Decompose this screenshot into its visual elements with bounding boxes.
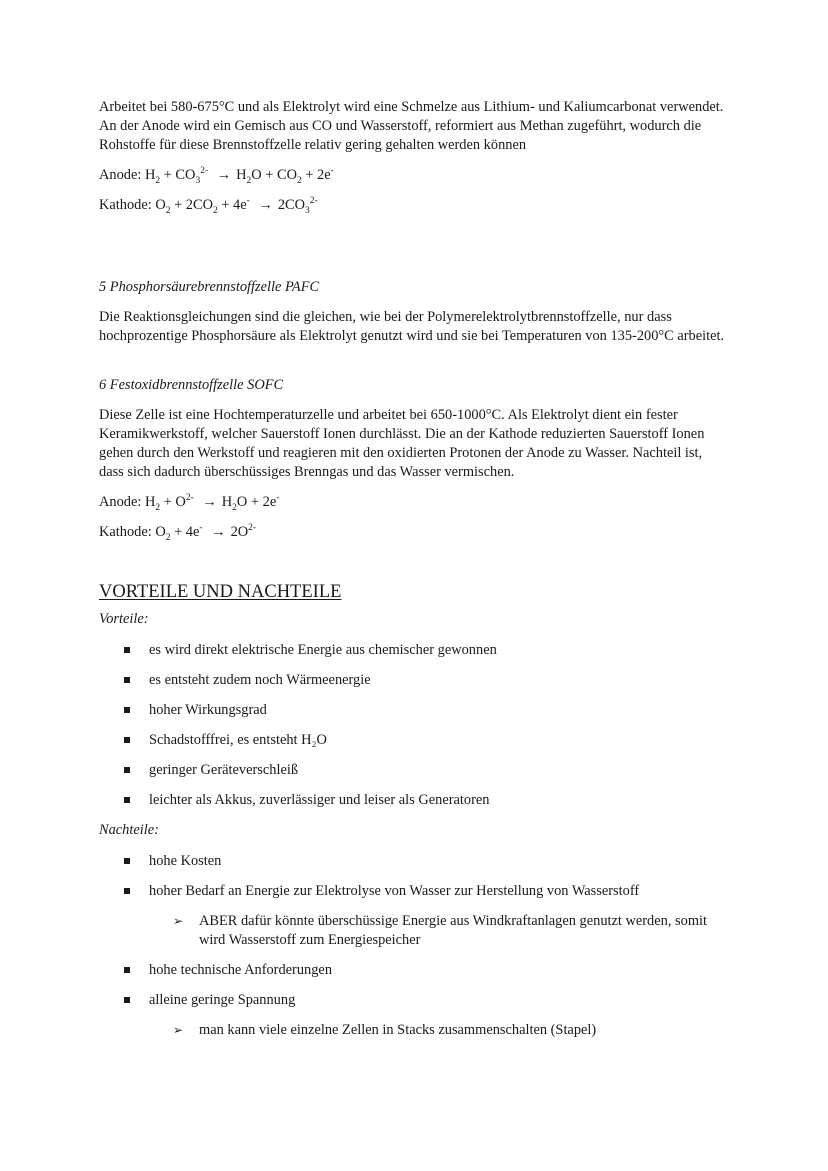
vorteile-label: Vorteile: xyxy=(99,611,149,627)
list-item: leichter als Akkus, zuverlässiger und leiser als Generatoren xyxy=(99,791,729,810)
pafc-heading: 5 Phosphorsäurebrennstoffzelle PAFC xyxy=(99,279,320,295)
sub-list xyxy=(149,912,729,950)
mcfc-anode-label: Anode: xyxy=(99,167,142,183)
list-item: Schadstofffrei, es entsteht H₂O xyxy=(99,731,729,750)
bullet-square-icon xyxy=(124,888,130,894)
bullet-square-icon xyxy=(124,647,130,653)
sofc-heading: 6 Festoxidbrennstoffzelle SOFC xyxy=(99,377,284,393)
list-item: hohe Kosten xyxy=(99,852,729,871)
bullet-square-icon xyxy=(124,797,130,803)
sofc-kathode-label: Kathode: xyxy=(99,524,152,540)
arrow-bullet-icon: ➢ xyxy=(173,1023,184,1037)
bullet-square-icon xyxy=(124,677,130,683)
list-item: geringer Geräteverschleiß xyxy=(99,761,729,780)
nachteile-list xyxy=(99,852,729,1040)
list-item: es entsteht zudem noch Wärmeenergie xyxy=(99,671,729,690)
document-page xyxy=(99,98,729,1051)
bullet-square-icon xyxy=(124,997,130,1003)
bullet-square-icon xyxy=(124,737,130,743)
vorteile-list xyxy=(99,641,729,810)
mcfc-anode-equation: Anode: $H_2 + CO_3^{2-} \to H_2O + CO_2 + 2e^-$ xyxy=(99,166,334,186)
list-item: es wird direkt elektrische Energie aus chemischer gewonnen xyxy=(99,641,729,660)
sofc-kathode-equation: Kathode: $O_2 + 4e^- \to 2O^{2-}$ xyxy=(99,523,257,543)
sub-list-item: ➢ ABER dafür könnte überschüssige Energie aus Windkraftanlagen genutzt werden, somit wird Wasserstoff zum Energiespeicher xyxy=(173,913,708,948)
sofc-anode-label: Anode: xyxy=(99,494,142,510)
sofc-anode-equation: Anode: $H_2 + O^{2-} \to H_2O + 2e^-$ xyxy=(99,493,280,513)
mcfc-kathode-label: Kathode: xyxy=(99,197,152,213)
bullet-square-icon xyxy=(124,767,130,773)
bullet-square-icon xyxy=(124,858,130,864)
section-title: VORTEILE UND NACHTEILE xyxy=(99,582,342,602)
arrow-bullet-icon: ➢ xyxy=(173,914,184,928)
list-item: hohe technische Anforderungen xyxy=(99,961,729,980)
sub-list xyxy=(149,1021,729,1040)
mcfc-kathode-equation: Kathode: $O_2 + 2CO_2 + 4e^- \to 2CO_3^{2-}$ xyxy=(99,196,318,216)
sofc-paragraph: Diese Zelle ist eine Hochtemperaturzelle und arbeitet bei 650-1000°C. Als Elektrolyt dient ein fester Keramikwerkstoff, welcher Sauerstoff Ionen durchlässt. Die an der Kathode reduzierten Sauerstoff Ionen gehen durch den Werkstoff und reagieren mit den oxidierten Protonen der Anode zu Wasser. Nachteil ist, dass sich dadurch überschüssiges Brenngas und das Wasser vermischen. xyxy=(99,407,705,480)
sub-list-item: ➢ man kann viele einzelne Zellen in Stacks zusammenschalten (Stapel) xyxy=(173,1022,597,1038)
list-item: alleine geringe Spannung ➢ man kann viele einzelne Zellen in Stacks zusammenschalten (Stapel) xyxy=(99,991,729,1040)
list-item: hoher Wirkungsgrad xyxy=(99,701,729,720)
list-item: hoher Bedarf an Energie zur Elektrolyse von Wasser zur Herstellung von Wasserstoff ➢ ABER dafür könnte überschüssige Energie aus Windkraftanlagen genutzt werden, somit wird Wasserstoff zum Energiespeicher xyxy=(99,882,729,950)
pafc-paragraph: Die Reaktionsgleichungen sind die gleichen, wie bei der Polymerelektrolytbrennstoffzelle, nur dass hochprozentige Phosphorsäure als Elektrolyt genutzt wird und sie bei Temperaturen von 135-200°C arbeitet. xyxy=(99,309,725,344)
bullet-square-icon xyxy=(124,707,130,713)
bullet-square-icon xyxy=(124,967,130,973)
mcfc-paragraph: Arbeitet bei 580-675°C und als Elektrolyt wird eine Schmelze aus Lithium- und Kaliumcarbonat verwendet. An der Anode wird ein Gemisch aus CO und Wasserstoff, reformiert aus Methan zugeführt, wodurch die Rohstoffe für diese Brennstoffzelle relativ gering gehalten werden können xyxy=(99,99,724,153)
nachteile-label: Nachteile: xyxy=(99,822,159,838)
